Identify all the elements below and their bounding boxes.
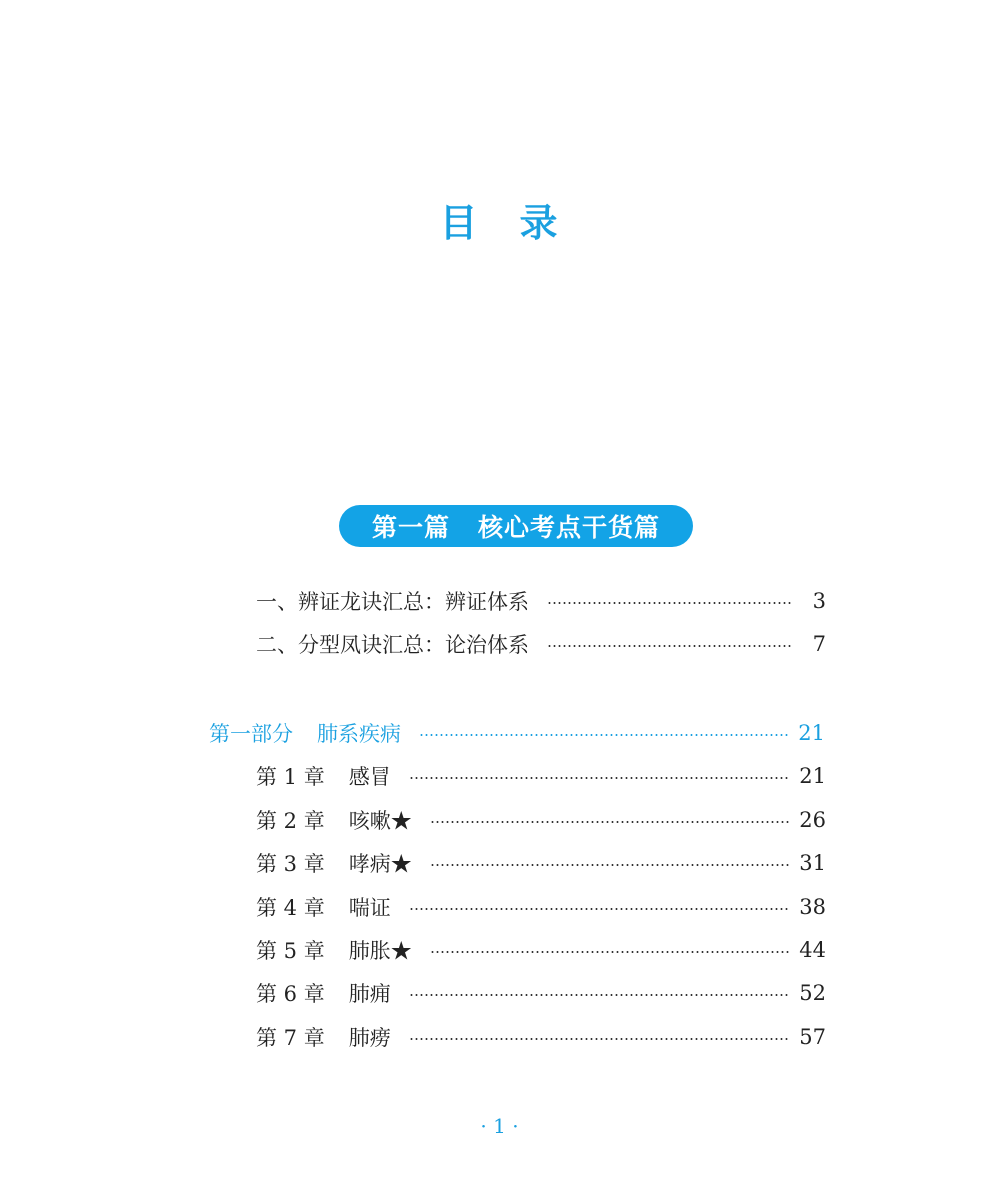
dot-leader: [547, 602, 792, 604]
chapter-page: 26: [799, 808, 826, 832]
page-title-char-2: 录: [519, 200, 560, 245]
part-banner-name: 核心考点干货篇: [478, 513, 661, 542]
chapter-number: 第 7 章: [256, 1026, 325, 1050]
chapter-page: 52: [799, 981, 826, 1005]
dot-leader: [409, 908, 790, 910]
chapter-page: 21: [799, 764, 826, 788]
toc-chapter-label: [256, 805, 412, 835]
toc-section-name: 肺系疾病: [317, 722, 401, 746]
toc-section-entry[interactable]: [209, 718, 825, 748]
dot-leader: [409, 1038, 790, 1040]
chapter-page: 44: [799, 938, 826, 962]
toc-entry-label: 二、分型凤诀汇总：论治体系: [256, 633, 529, 657]
chapter-number: 第 6 章: [256, 982, 325, 1006]
chapter-page: 38: [799, 895, 826, 919]
toc-chapter-entry[interactable]: [256, 892, 826, 922]
toc-chapter-entry[interactable]: [256, 761, 826, 791]
toc-section-label: [209, 718, 401, 748]
toc-chapter-entry[interactable]: [256, 1022, 826, 1052]
dot-leader: [409, 994, 790, 996]
chapter-name: 喘证: [348, 896, 391, 920]
page-title-char-1: 目: [439, 200, 480, 245]
page-title: [0, 192, 999, 247]
chapter-number: 第 3 章: [256, 852, 325, 876]
chapter-page: 57: [799, 1025, 826, 1049]
dot-leader: [430, 864, 790, 866]
chapter-name: 感冒: [348, 765, 391, 789]
toc-chapter-label: [256, 1022, 391, 1052]
toc-entry[interactable]: [256, 586, 826, 616]
chapter-number: 第 4 章: [256, 896, 325, 920]
dot-leader: [409, 777, 790, 779]
chapter-number: 第 5 章: [256, 939, 325, 963]
toc-chapter-label: [256, 848, 412, 878]
toc-chapter-label: [256, 761, 391, 791]
toc-section-page: 21: [798, 721, 825, 745]
chapter-number: 第 2 章: [256, 809, 325, 833]
part-banner-part: 第一篇: [371, 513, 450, 542]
toc-chapter-entry[interactable]: [256, 978, 826, 1008]
chapter-name: 肺痨: [348, 1026, 391, 1050]
toc-entry[interactable]: [256, 629, 826, 659]
chapter-name: 哮病★: [348, 852, 412, 876]
toc-chapter-label: [256, 935, 412, 965]
part-banner: [339, 505, 693, 547]
page-number: · 1 ·: [480, 1114, 519, 1138]
toc-chapter-entry[interactable]: [256, 805, 826, 835]
dot-leader: [547, 645, 792, 647]
dot-leader: [419, 734, 788, 736]
chapter-number: 第 1 章: [256, 765, 325, 789]
toc-chapter-label: [256, 892, 391, 922]
toc-section-part: 第一部分: [209, 722, 293, 746]
chapter-name: 肺胀★: [348, 939, 412, 963]
toc-chapter-entry[interactable]: [256, 935, 826, 965]
toc-entry-page: 3: [812, 589, 826, 613]
toc-chapter-entry[interactable]: [256, 848, 826, 878]
chapter-name: 咳嗽★: [348, 809, 412, 833]
toc-entry-page: 7: [812, 632, 826, 656]
toc-entry-label: 一、辨证龙诀汇总：辨证体系: [256, 590, 529, 614]
dot-leader: [430, 951, 790, 953]
dot-leader: [430, 821, 790, 823]
toc-chapter-label: [256, 978, 391, 1008]
chapter-name: 肺痈: [348, 982, 391, 1006]
chapter-page: 31: [799, 851, 826, 875]
